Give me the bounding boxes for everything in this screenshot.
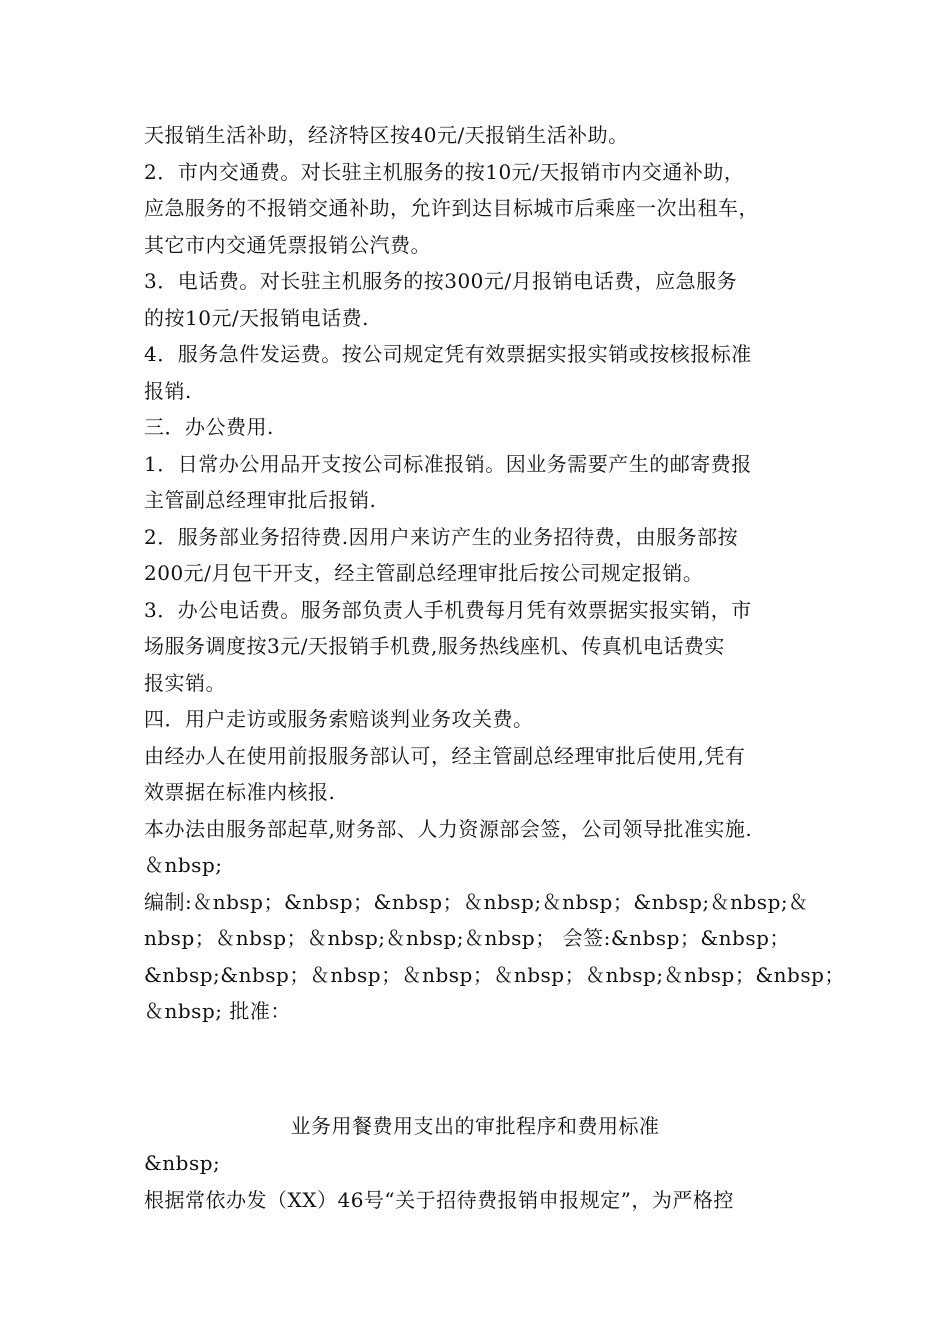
- text-line: 根据常依办发（XX）46号“关于招待费报销申报规定”，为严格控: [144, 1187, 734, 1212]
- text-line: 天报销生活补助，经济特区按40元/天报销生活补助。: [144, 123, 629, 147]
- text-line: &nbsp;&nbsp；＆nbsp；＆nbsp；＆nbsp；＆nbsp;＆nbsp；&nbsp；: [144, 962, 845, 987]
- text-line: 2．市内交通费。对长驻主机服务的按10元/天报销市内交通补助，: [144, 159, 745, 184]
- text-line: 的按10元/天报销电话费.: [144, 305, 370, 330]
- text-line: 主管副总经理审批后报销.: [144, 488, 377, 512]
- text-line: ＆nbsp; 批准：: [144, 999, 291, 1023]
- section-title: 业务用餐费用支出的审批程序和费用标准: [290, 1114, 660, 1138]
- text-line: 200元/月包干开支，经主管副总经理审批后按公司规定报销。: [144, 561, 704, 585]
- text-line: 3．电话费。对长驻主机服务的按300元/月报销电话费，应急服务: [144, 269, 738, 293]
- text-line: 四．用户走访或服务索赔谈判业务攻关费。: [144, 707, 534, 731]
- text-line: &nbsp;: [144, 1151, 221, 1175]
- text-line: 3．办公电话费。服务部负责人手机费每月凭有效票据实报实销，市: [144, 597, 752, 622]
- text-line: 效票据在标准内核报.: [144, 780, 336, 804]
- text-line: 报实销。: [144, 670, 226, 695]
- text-line: 编制:＆nbsp；&nbsp；&nbsp；＆nbsp;＆nbsp；&nbsp;＆nbsp;＆: [144, 889, 809, 914]
- text-line: ＆nbsp;: [144, 853, 223, 877]
- text-line: 4．服务急件发运费。按公司规定凭有效票据实报实销或按核报标准: [144, 342, 752, 366]
- body-text-part1: [144, 117, 845, 1030]
- text-line: 场服务调度按3元/天报销手机费,服务热线座机、传真机电话费实: [144, 634, 725, 658]
- text-line: 1．日常办公用品开支按公司标准报销。因业务需要产生的邮寄费报: [144, 451, 752, 476]
- text-line: 由经办人在使用前报服务部认可，经主管副总经理审批后使用,凭有: [144, 743, 746, 768]
- text-line: 其它市内交通凭票报销公汽费。: [144, 232, 431, 257]
- body-text-part2: [144, 1145, 824, 1218]
- text-line: 本办法由服务部起草,财务部、人力资源部会签，公司领导批准实施.: [144, 816, 753, 841]
- text-line: 报销.: [144, 378, 192, 403]
- text-line: 三．办公费用.: [144, 415, 274, 439]
- text-line: nbsp；＆nbsp；＆nbsp;＆nbsp;＆nbsp； 会签:&nbsp；&nbsp；: [144, 926, 790, 950]
- text-line: 2．服务部业务招待费.因用户来访产生的业务招待费，由服务部按: [144, 524, 739, 549]
- text-line: 应急服务的不报销交通补助，允许到达目标城市后乘座一次出租车，: [144, 196, 759, 220]
